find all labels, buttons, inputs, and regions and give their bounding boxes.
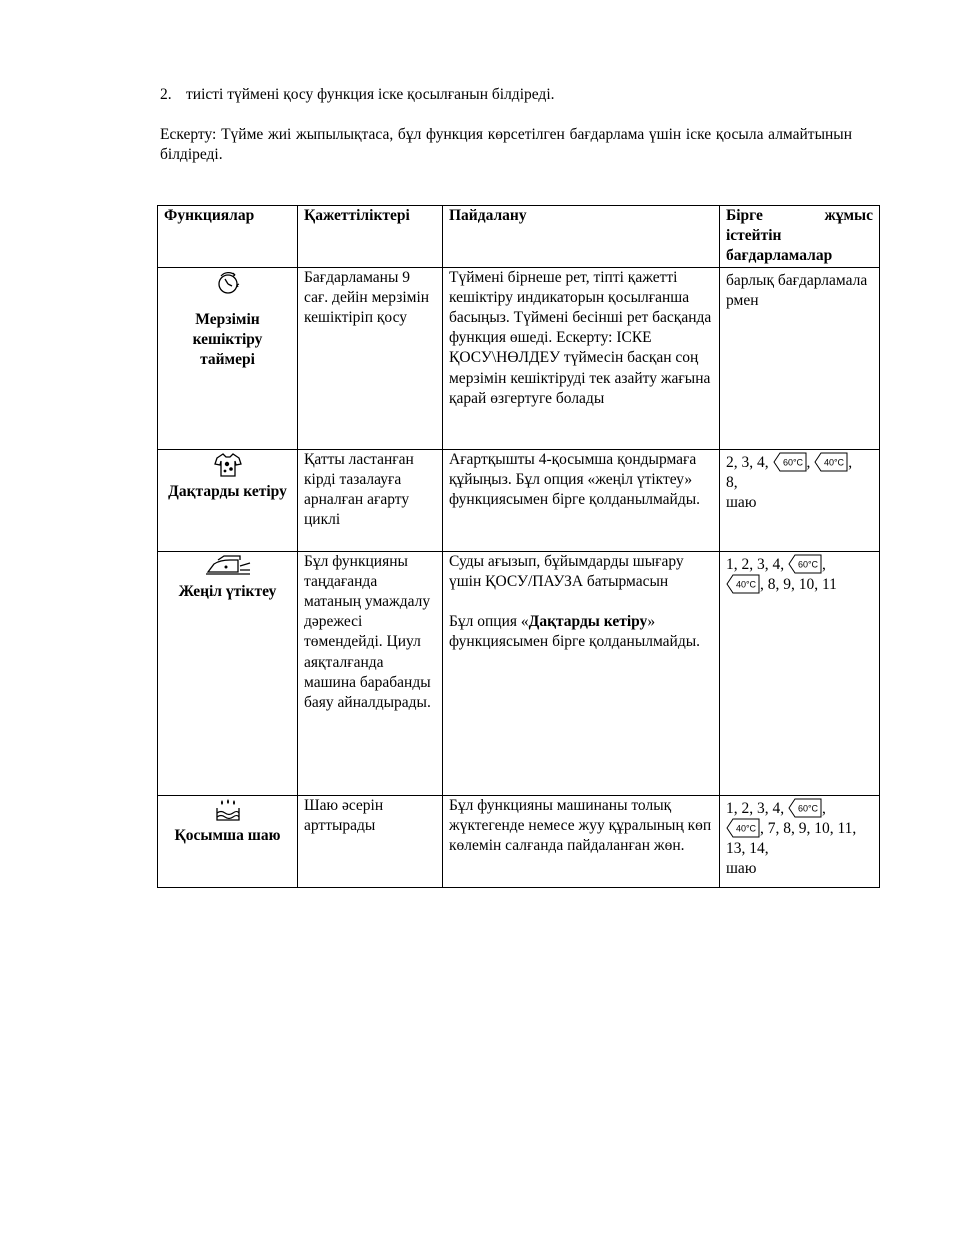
need-cell: Қатты ластанған кірді тазалауға арналған ағарту циклі (298, 449, 443, 551)
temp-60-icon (788, 554, 822, 574)
note-paragraph: Ескерту: Түйме жиі жыпылықтаса, бұл функция көрсетілген бағдарлама үшін іске қосыла алмайтынын білдіреді. (160, 126, 852, 163)
temp-label: 40°C (824, 457, 845, 468)
usage-cell: Ағартқышты 4-қосымша қондырмаға құйыңыз. Бұл опция «жеңіл үтіктеу» функциясымен бірге қолданылмайды. (443, 449, 720, 551)
programs-cell: 2, 3, 4, 60°C , 40°C , 8, шаю (720, 449, 880, 551)
stain-shirt-icon (213, 452, 243, 478)
table-row (158, 267, 880, 449)
usage-text: Суды ағызып, бұйымдарды шығару үшін ҚОСУ/ПАУЗА батырмасын (449, 552, 684, 590)
temp-label: 40°C (735, 823, 757, 834)
function-name: Дақтарды кетіру (168, 482, 287, 500)
temp-60-icon (773, 452, 807, 472)
temp-60-icon (788, 798, 822, 818)
programs-text: шаю (726, 494, 757, 512)
temp-label: 60°C (782, 457, 803, 468)
programs-text: 8, (726, 473, 738, 491)
table-row (158, 449, 880, 551)
temp-40-icon (814, 452, 848, 472)
function-cell (158, 551, 298, 795)
list-text: тиісті түймені қосу функция іске қосылғанын білдіреді. (186, 86, 555, 103)
function-name: Қосымша шаю (174, 826, 281, 844)
programs-cell: барлық бағдарламалармен (720, 267, 880, 449)
function-cell (158, 267, 298, 449)
list-number: 2. (160, 86, 172, 103)
programs-text: , 7, 8, 9, 10, 11, 13, 14, (726, 819, 857, 858)
programs-cell: 1, 2, 3, 4, 60°C , 40°C , 8, 9, 10, 11 (720, 551, 880, 795)
temp-label: 60°C (797, 559, 819, 570)
header-needs: Қажеттіліктері (298, 206, 443, 268)
functions-table (157, 205, 880, 888)
function-name: Жеңіл үтіктеу (178, 582, 277, 600)
programs-text: , 8, 9, 10, 11 (760, 575, 837, 593)
table-header-row (158, 206, 880, 268)
temp-40-icon (726, 818, 760, 838)
function-cell (158, 449, 298, 551)
function-cell (158, 795, 298, 887)
header-programs: Бірге жұмыс істейтін бағдарламалар (720, 206, 880, 268)
need-cell: Бағдарламаны 9 сағ. дейін мерзімін кешіктіріп қосу (298, 267, 443, 449)
programs-text: шаю (726, 860, 757, 878)
function-name: Мерзімін кешіктіру таймері (192, 310, 263, 369)
usage-cell: Түймені бірнеше рет, тіпті қажетті кешіктіру индикаторын қосылғанша басыңыз. Түймені бесінші рет басқанда функция өшеді. Ескерту: ІСКЕ ҚОСУ\НӨЛДЕУ түймесін басқан соң мерзімін кешіктіруді тек азайту жағына қарай өзгертуге болады (443, 267, 720, 449)
table-row (158, 551, 880, 795)
iron-icon (204, 554, 252, 578)
extra-rinse-icon (214, 798, 242, 822)
usage-cell (443, 551, 720, 795)
need-cell: Бұл функцияны таңдағанда матаның умаждалу дәрежесі төмендейді. Циул аяқталғанда машина барабанды баяу айналдырады. (298, 551, 443, 795)
usage-cell: Бұл функцияны машинаны толық жүктегенде немесе жуу құралының көп көлемін салғанда пайдаланған жөн. (443, 795, 720, 887)
delay-timer-icon (215, 270, 241, 296)
list-item-2 (160, 85, 555, 105)
programs-text: 1, 2, 3, 4, (726, 555, 785, 573)
programs-cell: 1, 2, 3, 4, 60°C , 40°C , 7, 8, 9, 10, 11, 13, 14, шаю (720, 795, 880, 887)
usage-text: Бұл опция «Дақтарды кетіру» функциясымен бірге қолданылмайды. (449, 613, 701, 651)
temp-label: 40°C (735, 579, 757, 590)
need-cell: Шаю әсерін арттырады (298, 795, 443, 887)
programs-text: 2, 3, 4, (726, 453, 769, 471)
header-functions: Функциялар (158, 206, 298, 268)
temp-label: 60°C (797, 803, 819, 814)
header-usage: Пайдалану (443, 206, 720, 268)
table-row (158, 795, 880, 887)
temp-40-icon (726, 574, 760, 594)
programs-text: 1, 2, 3, 4, (726, 799, 785, 817)
